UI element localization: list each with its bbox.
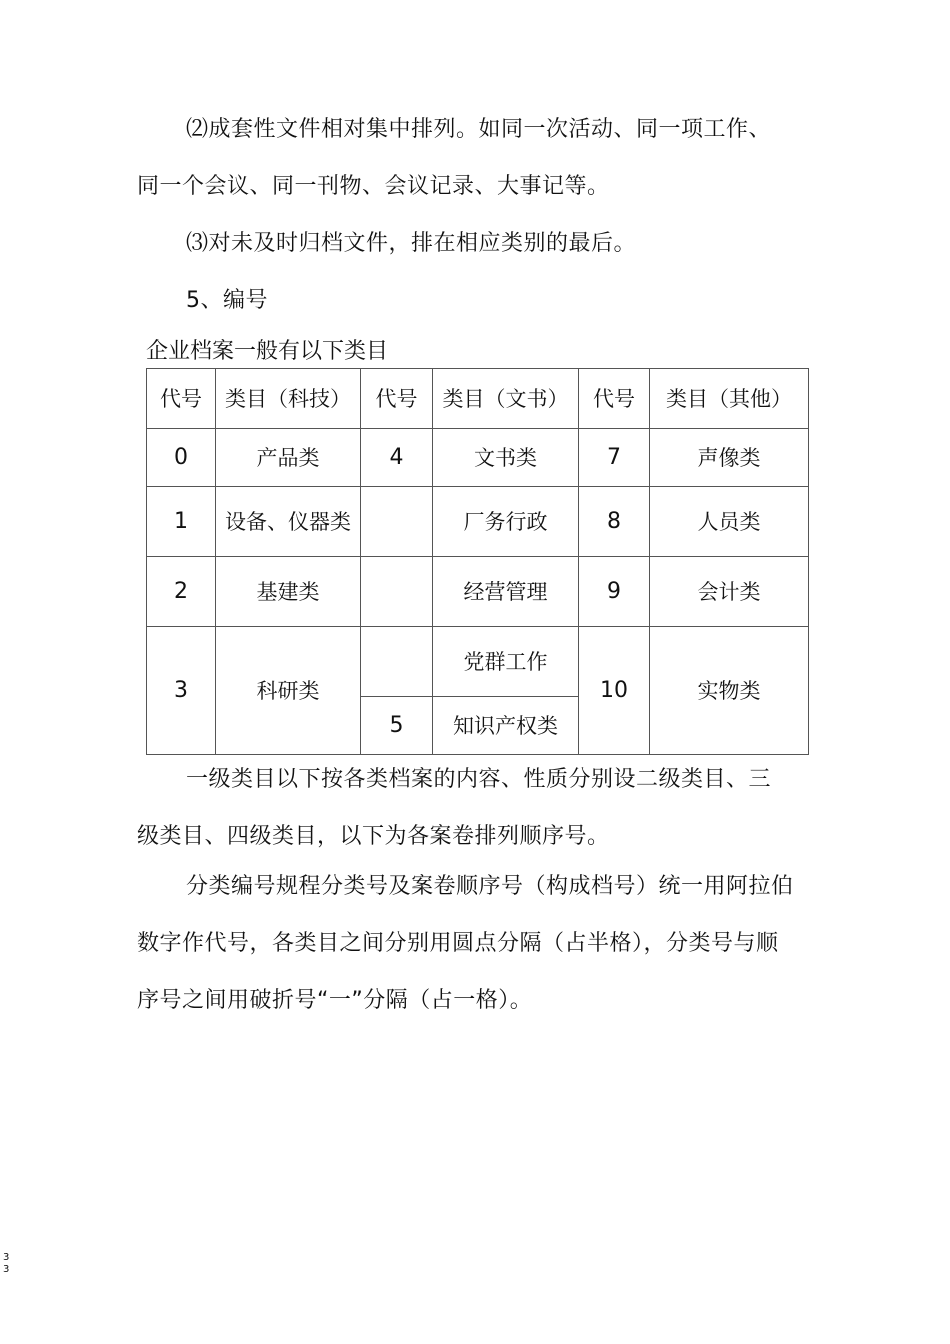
table-cell: 声像类 [650,429,809,487]
paragraph-2-line-1: ⑵成套性文件相对集中排列。如同一次活动、同一项工作、 [186,117,772,142]
page-number: 33 [3,1252,10,1275]
table-cell: 文书类 [433,429,579,487]
table-cell: 9 [579,557,650,627]
table-row [147,487,809,557]
header-category-other: 类目（其他） [650,369,809,429]
table-cell: 7 [579,429,650,487]
table-cell: 党群工作 [433,627,579,697]
table-cell: 产品类 [216,429,361,487]
paragraph-after-table-2-line-2: 数字作代号，各类目之间分别用圆点分隔（占半格），分类号与顺 [137,931,779,956]
table-cell: 科研类 [216,627,361,755]
table-cell: 4 [361,429,433,487]
table-row [147,557,809,627]
table-header-row [147,369,809,429]
section-heading-5: 5、编号 [186,288,268,313]
header-category-doc: 类目（文书） [433,369,579,429]
paragraph-2-line-2: 同一个会议、同一刊物、会议记录、大事记等。 [137,174,610,199]
header-code-3: 代号 [579,369,650,429]
category-table [146,368,809,755]
paragraph-after-table-2-line-3: 序号之间用破折号“一”分隔（占一格）。 [137,988,533,1013]
table-row [147,627,809,697]
table-row [147,429,809,487]
table-cell: 0 [147,429,216,487]
table-cell: 5 [361,697,433,755]
table-cell: 知识产权类 [433,697,579,755]
table-cell [361,557,433,627]
table-cell: 厂务行政 [433,487,579,557]
table-cell: 经营管理 [433,557,579,627]
paragraph-after-table-1-line-1: 一级类目以下按各类档案的内容、性质分别设二级类目、三 [186,767,772,792]
table-cell [361,627,433,697]
header-code-1: 代号 [147,369,216,429]
table-cell: 会计类 [650,557,809,627]
header-category-tech: 类目（科技） [216,369,361,429]
table-cell: 实物类 [650,627,809,755]
paragraph-3: ⑶对未及时归档文件，排在相应类别的最后。 [186,231,637,256]
table-cell: 3 [147,627,216,755]
table-cell: 基建类 [216,557,361,627]
paragraph-after-table-1-line-2: 级类目、四级类目，以下为各案卷排列顺序号。 [137,824,610,849]
table-cell [361,487,433,557]
table-cell: 人员类 [650,487,809,557]
table-cell: 2 [147,557,216,627]
table-cell: 1 [147,487,216,557]
table-caption: 企业档案一般有以下类目 [146,339,389,364]
table-cell: 设备、仪器类 [216,487,361,557]
header-code-2: 代号 [361,369,433,429]
table-cell: 8 [579,487,650,557]
paragraph-after-table-2-line-1: 分类编号规程分类号及案卷顺序号（构成档号）统一用阿拉伯 [186,874,794,899]
table-cell: 10 [579,627,650,755]
